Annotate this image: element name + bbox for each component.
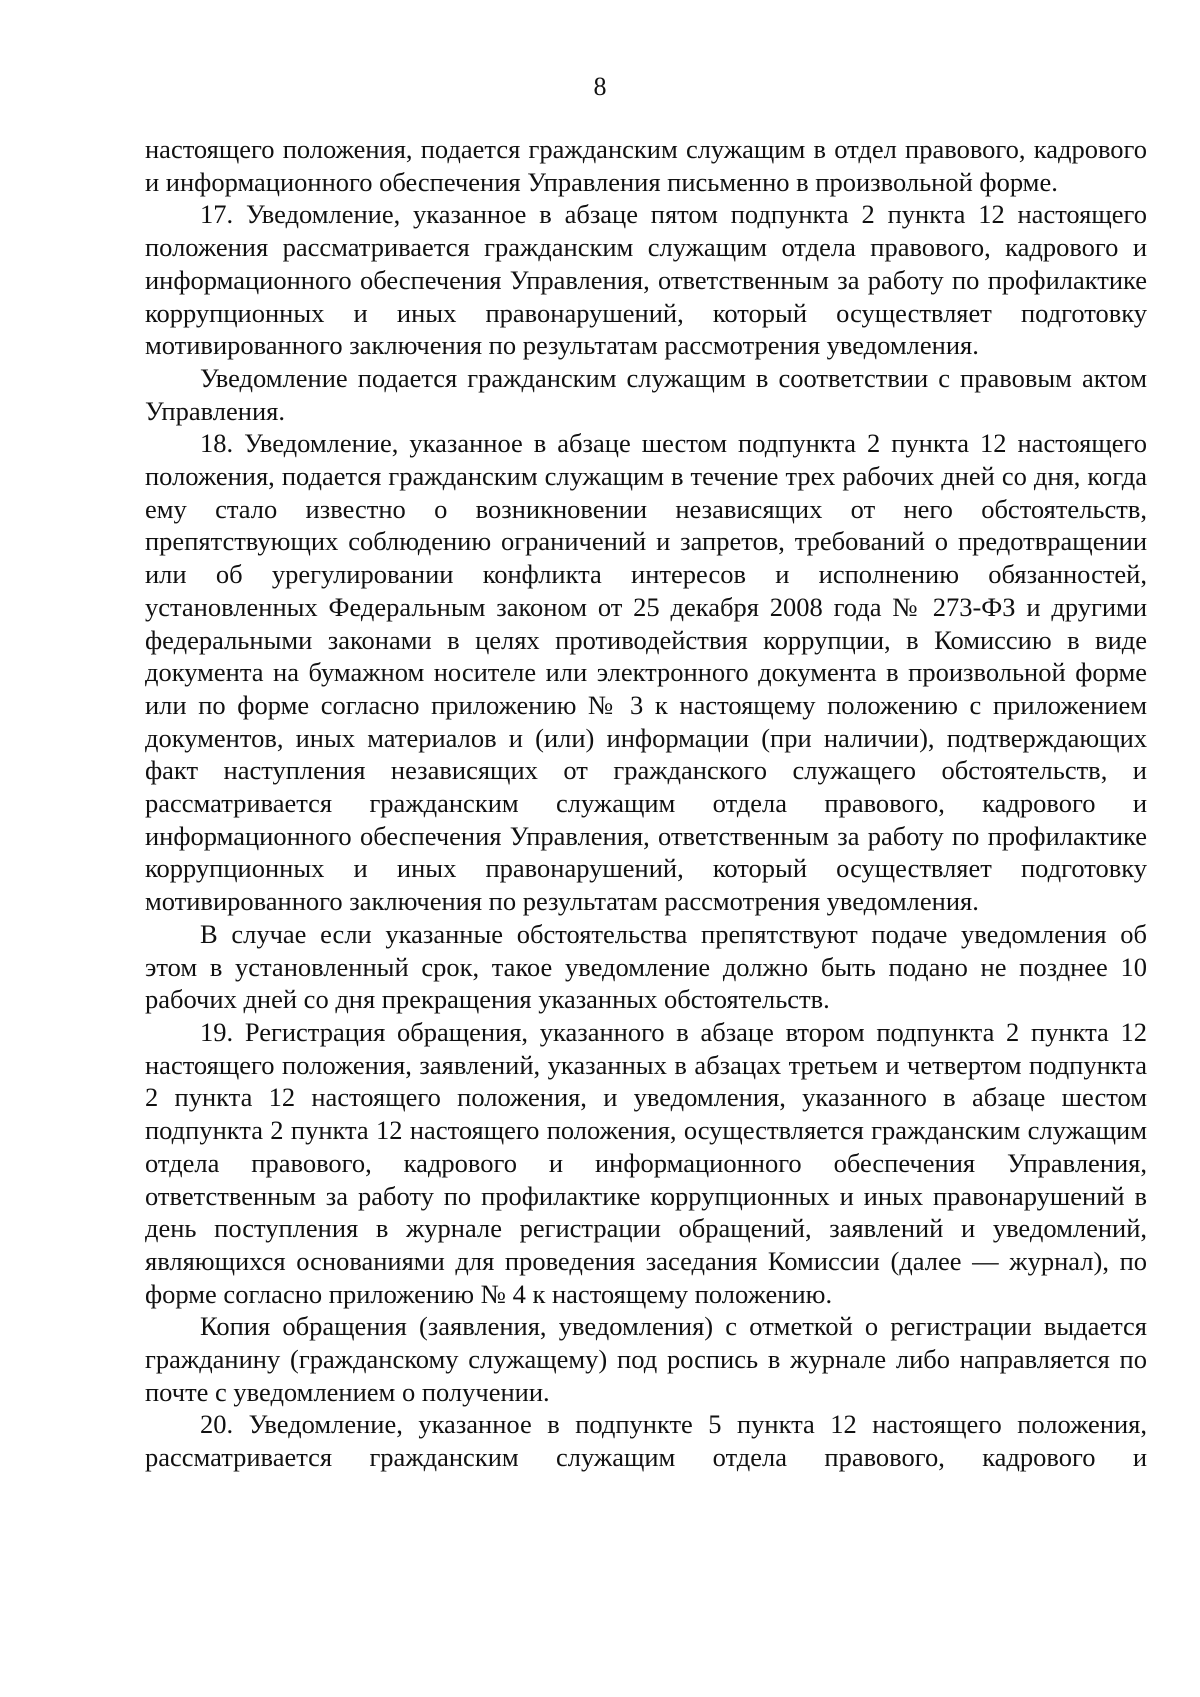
paragraph-19-copy: Копия обращения (заявления, уведомления) с отметкой о регистрации выдается гражданину (гражданскому служащему) под роспись в журнале либо направляется по почте с уведомлением о получении. — [145, 1311, 1147, 1407]
paragraph-18-deadline: В случае если указанные обстоятельства препятствуют подаче уведомления об этом в установленный срок, такое уведомление должно быть подано не позднее 10 рабочих дней со дня прекращения указанных обстоятельств. — [145, 918, 1147, 1015]
paragraph-19: 19. Регистрация обращения, указанного в абзаце втором подпункта 2 пункта 12 настоящего положения, заявлений, указанных в абзацах третьем и четвертом подпункта 2 пункта 12 настоящего положения, и уведомления, указанного в абзаце шестом подпункта 2 пункта 12 настоящего положения, осуществляется гражданским служащим отдела правового, кадрового и информационного обеспечения Управления, ответственным за работу по профилактике коррупционных и иных правонарушений в день поступления в журнале регистрации обращений, заявлений и уведомлений, являющихся основаниями для проведения заседания Комиссии (далее — журнал), по форме согласно приложению № 4 к настоящему положению. — [145, 1016, 1147, 1309]
paragraph-17: 17. Уведомление, указанное в абзаце пятом подпункта 2 пункта 12 настоящего положения рассматривается гражданским служащим отдела правового, кадрового и информационного обеспечения Управления, ответственным за работу по профилактике коррупционных и иных правонарушений, который осуществляет подготовку мотивированного заключения по результатам рассмотрения уведомления. — [145, 199, 1147, 361]
page-number: 8 — [593, 72, 607, 101]
paragraph-17-notice: Уведомление подается гражданским служащим в соответствии с правовым актом Управления. — [145, 362, 1147, 426]
paragraph-continuation: настоящего положения, подается гражданским служащим в отдел правового, кадрового и информационного обеспечения Управления письменно в произвольной форме. — [145, 134, 1147, 197]
paragraph-18: 18. Уведомление, указанное в абзаце шестом подпункта 2 пункта 12 настоящего положения, подается гражданским служащим в течение трех рабочих дней со дня, когда ему стало известно о возникновении независящих от него обстоятельств, препятствующих соблюдению ограничений и запретов, требований о предотвращении или об урегулировании конфликта интересов и исполнению обязанностей, установленных Федеральным законом от 25 декабря 2008 года № 273-ФЗ и другими федеральными законами в целях противодействия коррупции, в Комиссию в виде документа на бумажном носителе или электронного документа в произвольной форме или по форме согласно приложению № 3 к настоящему положению с приложением документов, иных материалов и (или) информации (при наличии), подтверждающих факт наступления независящих от гражданского служащего обстоятельств, и рассматривается гражданским служащим отдела правового, кадрового и информационного обеспечения Управления, ответственным за работу по профилактике коррупционных и иных правонарушений, который осуществляет подготовку мотивированного заключения по результатам рассмотрения уведомления. — [145, 428, 1147, 917]
paragraph-20: 20. Уведомление, указанное в подпункте 5 пункта 12 настоящего положения, рассматривается гражданским служащим отдела правового, кадрового и — [145, 1409, 1147, 1473]
document-body — [145, 133, 1147, 1474]
